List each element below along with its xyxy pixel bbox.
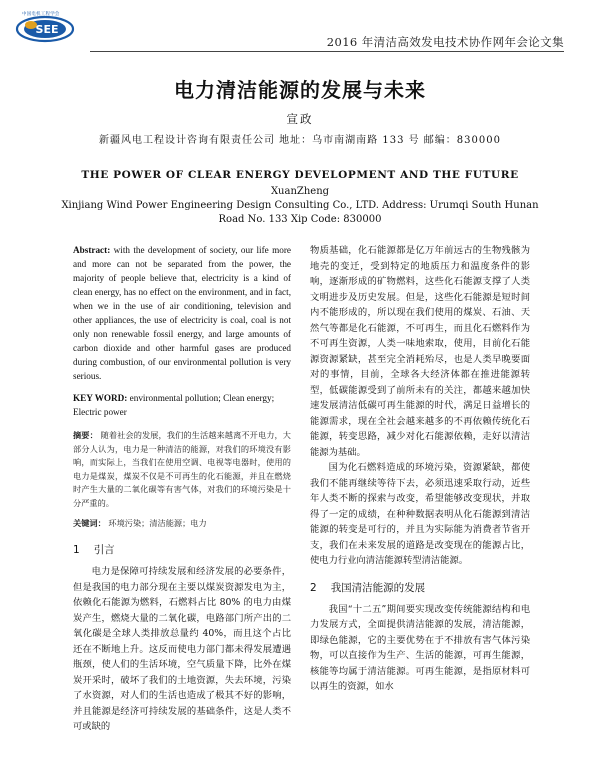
cn-keywords-label: 关键词： xyxy=(73,518,106,528)
header-rule xyxy=(90,51,564,52)
cn-abstract-text: 随着社会的发展，我们的生活越来越离不开电力，大部分人认为，电力是一种清洁的能源，对我们的环境没有影响，而实际上，当我们在使用空调、电视等电器时，使用的电力是煤炭，煤炭不仅是不可再生的化石能源，并且在燃烧时产生大量的二氧化碳等有害气体，对我们的环境污染是十分严重的。 xyxy=(73,430,291,508)
english-byline xyxy=(0,185,600,227)
english-keywords xyxy=(73,391,291,419)
body-paragraph: 电力是保障可持续发展和经济发展的必要条件，但是我国的电力部分现在主要以煤炭资源发电为主，依赖化石能源为燃料，石燃料占比 80% 的电力由煤炭产生，燃烧大量的二氧化碳，电路部门所产出的二氧化碳是全球人类排放总量约 40%，而且这个占比还在不断地上升。这反而使电力部门都未得发展遭遇瓶颈，使人们的生活环境，空气质量下降，比外在煤炭开采时，破坏了我们的土地资源，失去环境，污染了水资源，对人们的生活也造成了极其不好的影响，并且能源是经济可持续发展的基础条件，这是人类不可或缺的 xyxy=(73,566,291,732)
section-title: 我国清洁能源的发展 xyxy=(330,581,426,594)
section-number: 2 xyxy=(310,581,317,594)
section-heading-2 xyxy=(310,581,530,596)
body-paragraph: 国为化石燃料造成的环境污染，资源紧缺，都使我们不能再继续等待下去，必须迅速采取行动，近些年人类不断的探索与改变，希望能够改变现状，并取得了一定的成绩，在种种数据表明从化石能源到清洁能源的转变是可行的，并且为实际能为消费者节省开支，我们在未来发展的道路是改变现在的能源占比，使电力行业向清洁能源转型清洁能源。 xyxy=(310,462,530,566)
body-paragraph: 我国“十二五”期间要实现改变传统能源结构和电力发展方式，全面提供清洁能源的发展，清洁能源，即绿色能源，它的主要优势在于不排放有害气体污染物，可以直接作为生产、生活的能源，可再生能源，核能等均属于清洁能源。可再生能源，是指原材料可以再生的资源，如水 xyxy=(310,603,530,692)
section-title: 引言 xyxy=(93,544,115,556)
keywords-label: KEY WORD: xyxy=(73,393,128,403)
abstract-text: with the development of society, our life more and more can not be separated from the power, the majority of people believe that, electricity is a kind of clean energy, has no effect on the environment, and in fact, when we in the use of air conditioning, television and other appliances, the use of electricity is coal, coal is not only non renewable fossil energy, and large amounts of carbon dioxide and other harmful gases are produced during combustion, of our environmental pollution is very serious. xyxy=(73,245,291,381)
chinese-keywords xyxy=(73,516,291,531)
paper-affiliation: 新疆风电工程设计咨询有限责任公司 地址：乌市南湖南路 133 号 邮编：830000 xyxy=(99,135,501,146)
english-address: Road No. 133 Xip Code: 830000 xyxy=(218,214,382,225)
running-head: 2016 年清洁高效发电技术协作网年会论文集 xyxy=(326,35,564,49)
body-paragraph: 物质基础，化石能源都是亿万年前远古的生物残骸为地壳的变迁，受到特定的地质压力和温度条件的影响，逐渐形成的矿物燃料，这些化石能源支撑了人类文明进步及历史发展。但是，这些化石能源是短时间内不能形成的，所以现在我们使用的煤炭、石油、天然气等都是化石能源，不可再生，而且化石燃料作为不可再生资源，人类一味地索取，使用，目前化石能源资源紧缺，甚至完全消耗殆尽，也是人类早晚要面对的事情，目前，全球各大经济体都在推进能源转型，低碳能源受到了前所未有的关注，都越来越加快速发展清洁低碳可再生能源的时代，满足日益增长的能源需求，现在全社会越来越多的不再依赖传统化石能源，转变思路，减少对化石能源依赖，走好以清洁能源为基础。 xyxy=(310,245,530,458)
english-affiliation: Xinjiang Wind Power Engineering Design Consulting Co., LTD. Address: Urumqi South Hunan xyxy=(61,200,539,211)
cn-keywords-text: 环境污染；清洁能源；电力 xyxy=(108,518,207,528)
left-column xyxy=(73,243,291,735)
chinese-abstract xyxy=(73,429,291,510)
logo-caption: 中国电机工程学会 xyxy=(22,12,60,17)
english-abstract xyxy=(73,243,291,383)
section-heading-1 xyxy=(73,543,291,558)
cn-abstract-label: 摘要： xyxy=(73,430,98,440)
section-number: 1 xyxy=(73,544,80,556)
logo-text: SEE xyxy=(35,23,59,36)
paper-title: 电力清洁能源的发展与未来 xyxy=(174,78,426,102)
english-title: THE POWER OF CLEAR ENERGY DEVELOPMENT AND THE FUTURE xyxy=(81,169,519,181)
english-author: XuanZheng xyxy=(270,186,330,197)
paper-author: 宣政 xyxy=(286,112,314,126)
keywords-text: environmental pollution; Clean energy; Electric power xyxy=(73,393,275,417)
right-column xyxy=(310,243,530,695)
abstract-label: Abstract: xyxy=(73,245,111,255)
